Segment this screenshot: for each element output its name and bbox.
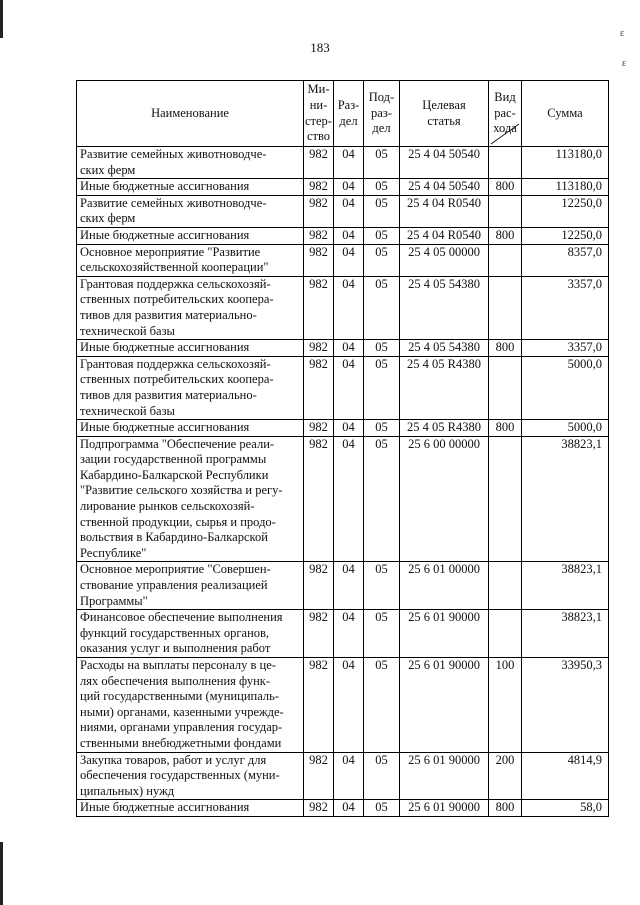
- row-name-line: функций государственных органов,: [80, 625, 270, 640]
- amount-cell: 113180,0: [522, 147, 609, 179]
- row-name-cell: [77, 356, 304, 419]
- row-name-line: Грантовая поддержка сельскохозяй-: [80, 356, 271, 371]
- table-row: [77, 340, 609, 357]
- row-name-cell: [77, 147, 304, 179]
- row-name-line: Финансовое обеспечение выполнения: [80, 610, 283, 625]
- ministry-cell: 982: [304, 244, 334, 276]
- row-name-line: Программы": [80, 593, 148, 608]
- target-article-cell: 25 4 04 R0540: [400, 227, 489, 244]
- section-cell: 04: [334, 420, 364, 437]
- section-cell: 04: [334, 276, 364, 339]
- table-row: [77, 436, 609, 562]
- amount-cell: 4814,9: [522, 752, 609, 800]
- scan-mark-top: ɛ: [620, 28, 625, 39]
- ministry-cell: 982: [304, 562, 334, 610]
- ministry-cell: 982: [304, 147, 334, 179]
- section-cell: 04: [334, 179, 364, 196]
- table-row: [77, 195, 609, 227]
- page-number: 183: [310, 40, 330, 55]
- amount-cell: 38823,1: [522, 610, 609, 658]
- subsection-cell: 05: [364, 420, 400, 437]
- expense-type-cell: 200: [489, 752, 522, 800]
- amount-cell: 5000,0: [522, 356, 609, 419]
- amount-cell: 12250,0: [522, 195, 609, 227]
- row-name-line: ственных потребительских коопера-: [80, 292, 274, 307]
- expense-type-cell: [489, 436, 522, 562]
- table-row: [77, 420, 609, 437]
- section-cell: 04: [334, 195, 364, 227]
- row-name-line: вольствия в Кабардино-Балкарской: [80, 530, 268, 545]
- ministry-cell: 982: [304, 179, 334, 196]
- header-expense-type: Вид рас- хода: [489, 81, 522, 147]
- row-name-line: Подпрограмма "Обеспечение реали-: [80, 436, 275, 451]
- subsection-cell: 05: [364, 244, 400, 276]
- row-name-cell: [77, 179, 304, 196]
- row-name-line: зации государственной программы: [80, 452, 267, 467]
- row-name-line: "Развитие сельского хозяйства и регу-: [80, 483, 283, 498]
- section-cell: 04: [334, 340, 364, 357]
- row-name-line: Иные бюджетные ассигнования: [80, 420, 250, 435]
- table-row: [77, 179, 609, 196]
- row-name-line: тивов для развития материально-: [80, 387, 257, 402]
- row-name-line: ственных потребительских коопера-: [80, 372, 274, 387]
- target-article-cell: 25 4 05 R4380: [400, 420, 489, 437]
- subsection-cell: 05: [364, 436, 400, 562]
- row-name-line: ственными внебюджетными фондами: [80, 735, 282, 750]
- row-name-line: технической базы: [80, 323, 175, 338]
- table-row: [77, 227, 609, 244]
- subsection-cell: 05: [364, 227, 400, 244]
- header-target: Целевая статья: [400, 81, 489, 147]
- expense-type-cell: 800: [489, 227, 522, 244]
- header-ministry: Ми- ни- стер- ство: [304, 81, 334, 147]
- header-name: Наименование: [77, 81, 304, 147]
- section-cell: 04: [334, 147, 364, 179]
- section-cell: 04: [334, 227, 364, 244]
- row-name-cell: [77, 752, 304, 800]
- section-cell: 04: [334, 436, 364, 562]
- row-name-line: Иные бюджетные ассигнования: [80, 179, 250, 194]
- target-article-cell: 25 6 01 90000: [400, 800, 489, 817]
- section-cell: 04: [334, 356, 364, 419]
- row-name-cell: [77, 227, 304, 244]
- table-row: [77, 562, 609, 610]
- subsection-cell: 05: [364, 610, 400, 658]
- row-name-cell: [77, 195, 304, 227]
- budget-table: [76, 80, 609, 817]
- amount-cell: 113180,0: [522, 179, 609, 196]
- target-article-cell: 25 4 05 00000: [400, 244, 489, 276]
- row-name-line: Кабардино-Балкарской Республики: [80, 467, 269, 482]
- ministry-cell: 982: [304, 276, 334, 339]
- row-name-cell: [77, 244, 304, 276]
- amount-cell: 38823,1: [522, 436, 609, 562]
- expense-type-cell: [489, 610, 522, 658]
- ministry-cell: 982: [304, 658, 334, 753]
- target-article-cell: 25 6 01 90000: [400, 610, 489, 658]
- expense-type-cell: [489, 244, 522, 276]
- row-name-line: Основное мероприятие "Развитие: [80, 244, 261, 259]
- section-cell: 04: [334, 610, 364, 658]
- row-name-line: обеспечения государственных (муни-: [80, 768, 280, 783]
- table-row: [77, 147, 609, 179]
- amount-cell: 3357,0: [522, 340, 609, 357]
- section-cell: 04: [334, 658, 364, 753]
- row-name-cell: [77, 276, 304, 339]
- row-name-cell: [77, 658, 304, 753]
- header-section: Раз- дел: [334, 81, 364, 147]
- row-name-line: тивов для развития материально-: [80, 307, 257, 322]
- row-name-cell: [77, 800, 304, 817]
- subsection-cell: 05: [364, 752, 400, 800]
- target-article-cell: 25 4 04 50540: [400, 147, 489, 179]
- row-name-cell: [77, 610, 304, 658]
- section-cell: 04: [334, 752, 364, 800]
- row-name-line: ниями, органами управления государ-: [80, 720, 283, 735]
- row-name-line: ципальных) нужд: [80, 783, 175, 798]
- row-name-line: сельскохозяйственной кооперации": [80, 260, 269, 275]
- table-header-row: [77, 81, 609, 147]
- row-name-line: Основное мероприятие "Совершен-: [80, 562, 271, 577]
- amount-cell: 5000,0: [522, 420, 609, 437]
- target-article-cell: 25 6 00 00000: [400, 436, 489, 562]
- subsection-cell: 05: [364, 356, 400, 419]
- row-name-line: Развитие семейных животноводче-: [80, 147, 267, 161]
- target-article-cell: 25 4 04 R0540: [400, 195, 489, 227]
- subsection-cell: 05: [364, 195, 400, 227]
- row-name-line: Иные бюджетные ассигнования: [80, 800, 250, 815]
- subsection-cell: 05: [364, 562, 400, 610]
- table-row: [77, 356, 609, 419]
- row-name-line: Закупка товаров, работ и услуг для: [80, 752, 267, 767]
- header-slash-mark: [489, 120, 521, 146]
- table-row: [77, 276, 609, 339]
- row-name-line: ских ферм: [80, 211, 136, 226]
- row-name-line: лях обеспечения выполнения функ-: [80, 673, 270, 688]
- row-name-line: ций государственными (муниципаль-: [80, 689, 279, 704]
- amount-cell: 8357,0: [522, 244, 609, 276]
- target-article-cell: 25 4 05 54380: [400, 340, 489, 357]
- subsection-cell: 05: [364, 658, 400, 753]
- header-amount: Сумма: [522, 81, 609, 147]
- expense-type-cell: 800: [489, 179, 522, 196]
- target-article-cell: 25 4 05 54380: [400, 276, 489, 339]
- amount-cell: 12250,0: [522, 227, 609, 244]
- row-name-line: ственной продукции, сырья и продо-: [80, 514, 276, 529]
- expense-type-cell: [489, 195, 522, 227]
- table-row: [77, 244, 609, 276]
- header-subsection: Под- раз- дел: [364, 81, 400, 147]
- ministry-cell: 982: [304, 800, 334, 817]
- scan-edge-bottom: [0, 842, 3, 905]
- table-row: [77, 752, 609, 800]
- section-cell: 04: [334, 244, 364, 276]
- table-row: [77, 800, 609, 817]
- subsection-cell: 05: [364, 276, 400, 339]
- target-article-cell: 25 4 05 R4380: [400, 356, 489, 419]
- expense-type-cell: [489, 276, 522, 339]
- row-name-line: Развитие семейных животноводче-: [80, 195, 267, 210]
- subsection-cell: 05: [364, 147, 400, 179]
- ministry-cell: 982: [304, 752, 334, 800]
- row-name-line: технической базы: [80, 403, 175, 418]
- expense-type-cell: [489, 356, 522, 419]
- target-article-cell: 25 6 01 90000: [400, 658, 489, 753]
- subsection-cell: 05: [364, 800, 400, 817]
- ministry-cell: 982: [304, 340, 334, 357]
- row-name-cell: [77, 436, 304, 562]
- row-name-line: Республике": [80, 545, 147, 560]
- subsection-cell: 05: [364, 340, 400, 357]
- amount-cell: 3357,0: [522, 276, 609, 339]
- ministry-cell: 982: [304, 227, 334, 244]
- table-row: [77, 610, 609, 658]
- section-cell: 04: [334, 800, 364, 817]
- row-name-cell: [77, 562, 304, 610]
- section-cell: 04: [334, 562, 364, 610]
- target-article-cell: 25 4 04 50540: [400, 179, 489, 196]
- subsection-cell: 05: [364, 179, 400, 196]
- ministry-cell: 982: [304, 436, 334, 562]
- scan-edge-top: [0, 0, 3, 38]
- row-name-line: Иные бюджетные ассигнования: [80, 227, 250, 242]
- row-name-line: Расходы на выплаты персоналу в це-: [80, 658, 276, 672]
- row-name-line: лирование рынков сельскохозяй-: [80, 499, 255, 514]
- target-article-cell: 25 6 01 00000: [400, 562, 489, 610]
- ministry-cell: 982: [304, 420, 334, 437]
- ministry-cell: 982: [304, 356, 334, 419]
- row-name-line: ными) органами, казенными учрежде-: [80, 704, 284, 719]
- row-name-line: Иные бюджетные ассигнования: [80, 340, 250, 355]
- row-name-cell: [77, 420, 304, 437]
- amount-cell: 33950,3: [522, 658, 609, 753]
- target-article-cell: 25 6 01 90000: [400, 752, 489, 800]
- expense-type-cell: 800: [489, 420, 522, 437]
- expense-type-cell: 800: [489, 340, 522, 357]
- row-name-line: ских ферм: [80, 162, 136, 177]
- expense-type-cell: [489, 147, 522, 179]
- scan-mark-lower: ɛ: [622, 58, 627, 69]
- table-row: [77, 658, 609, 753]
- row-name-line: Грантовая поддержка сельскохозяй-: [80, 276, 271, 291]
- row-name-line: оказания услуг и выполнения работ: [80, 641, 271, 656]
- row-name-cell: [77, 340, 304, 357]
- expense-type-cell: [489, 562, 522, 610]
- expense-type-cell: 800: [489, 800, 522, 817]
- row-name-line: ствование управления реализацией: [80, 578, 268, 593]
- ministry-cell: 982: [304, 195, 334, 227]
- ministry-cell: 982: [304, 610, 334, 658]
- amount-cell: 58,0: [522, 800, 609, 817]
- amount-cell: 38823,1: [522, 562, 609, 610]
- expense-type-cell: 100: [489, 658, 522, 753]
